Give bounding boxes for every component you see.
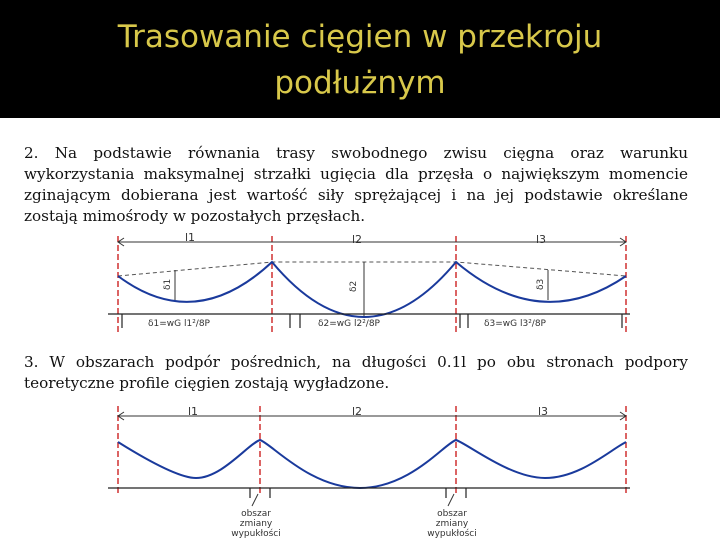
paragraph-point-3: 3. W obszarach podpór pośrednich, na długości 0.1l po obu stronach podpory teoretyczne profile cięgien zostają wygładzone. [24, 353, 688, 392]
span-label-l3: l3 [536, 233, 547, 246]
span2-label-l1: l1 [188, 405, 199, 418]
beam-outline-2 [108, 488, 630, 498]
figure-tendon-profile [0, 228, 720, 332]
support-lines [118, 236, 626, 332]
sag-arrows [175, 262, 548, 316]
delta-3: δ3 [536, 278, 546, 290]
delta-1: δ1 [163, 278, 173, 290]
slide-title [0, 14, 720, 106]
support-lines-2 [118, 406, 626, 496]
formula-3: δ3=wG l3²/8P [484, 319, 546, 329]
span2-label-l2: l2 [352, 405, 363, 418]
figure-smoothed-tendon [0, 400, 720, 540]
formula-1: δ1=wG l1²/8P [148, 319, 210, 329]
span-label-l2: l2 [352, 233, 363, 246]
paragraph-point-2: 2. Na podstawie równania trasy swobodnego zwisu cięgna oraz warunku wykorzystania maksymalnej strzałki ugięcia dla przęsła o największym momencie zginającym dobierana jest wartość siły sprężającej i na jej podstawie określane zostają mimośrody w pozostałych przęsłach. [24, 144, 688, 225]
formula-2: δ2=wG l2²/8P [318, 319, 380, 329]
tendon-curve-smoothed [118, 440, 626, 488]
slide-title-line1: Trasowanie cięgien w przekroju [117, 19, 603, 55]
slide-title-line2: podłużnym [274, 65, 446, 101]
chord-line [118, 262, 626, 276]
span2-label-l3: l3 [538, 405, 549, 418]
zone-label-left [231, 509, 281, 539]
zone-label-right [427, 509, 477, 539]
tendon-curve [118, 262, 626, 317]
zone-label-right-text: obszar zmiany wypukłości [427, 509, 477, 539]
span-label-l1: l1 [185, 231, 196, 244]
zone-arrows [252, 494, 454, 506]
delta-2: δ2 [349, 280, 359, 292]
zone-label-left-text: obszar zmiany wypukłości [231, 509, 281, 539]
